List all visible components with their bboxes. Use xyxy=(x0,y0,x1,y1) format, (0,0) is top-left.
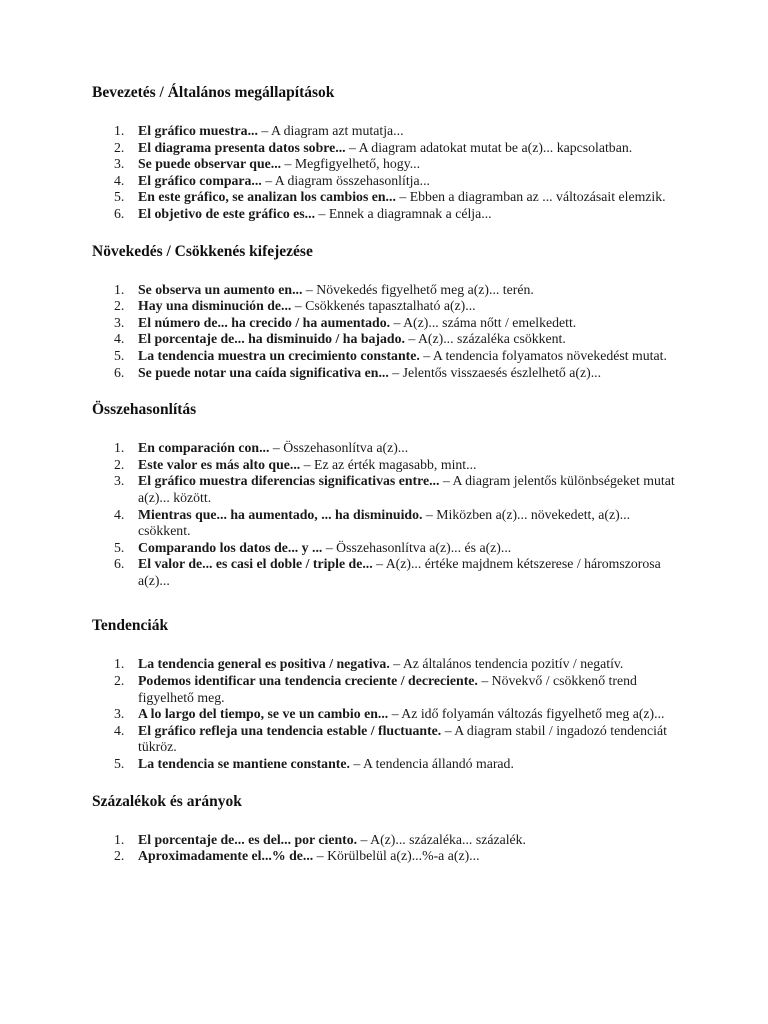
spanish-phrase: Mientras que... ha aumentado, ... ha disminuido. xyxy=(138,506,423,522)
spanish-phrase: Hay una disminución de... xyxy=(138,298,292,314)
item-number: 4. xyxy=(114,172,125,188)
spanish-phrase: El porcentaje de... ha disminuido / ha bajado. xyxy=(138,331,405,347)
hungarian-translation: – A diagram stabil / ingadozó tendenciát tükröz. xyxy=(138,722,667,755)
item-number: 4. xyxy=(114,722,125,738)
list-item xyxy=(92,723,682,756)
phrase-list xyxy=(92,832,682,865)
spanish-phrase: El gráfico muestra... xyxy=(138,123,258,138)
item-number: 5. xyxy=(114,347,125,363)
hungarian-translation: – Ez az érték magasabb, mint... xyxy=(300,456,477,472)
list-item xyxy=(92,673,682,706)
hungarian-translation: – Megfigyelhető, hogy... xyxy=(281,156,421,172)
hungarian-translation: – A diagram azt mutatja... xyxy=(257,123,404,138)
hungarian-translation: – Összehasonlítva a(z)... xyxy=(269,440,409,456)
hungarian-translation: – A(z)... értéke majdnem kétszerese / háromszorosa a(z)... xyxy=(138,556,661,588)
hungarian-translation: – A(z)... százaléka csökkent. xyxy=(404,331,566,347)
item-number: 6. xyxy=(114,556,125,572)
item-number: 2. xyxy=(114,673,125,689)
list-item xyxy=(92,507,682,540)
item-number: 4. xyxy=(114,506,125,522)
section-introduction xyxy=(92,84,682,223)
list-item xyxy=(92,315,682,332)
item-number: 3. xyxy=(114,314,125,330)
list-item xyxy=(92,140,682,157)
list-item xyxy=(92,298,682,315)
list-item xyxy=(92,832,682,849)
list-item xyxy=(92,440,682,457)
list-item xyxy=(92,457,682,474)
item-number: 1. xyxy=(114,123,125,138)
list-item xyxy=(92,189,682,206)
hungarian-translation: – Összehasonlítva a(z)... és a(z)... xyxy=(322,539,512,555)
list-item xyxy=(92,556,682,589)
hungarian-translation: – A diagram jelentős különbségeket mutat a(z)... között. xyxy=(138,473,675,505)
section-heading: Bevezetés / Általános megállapítások xyxy=(92,84,335,101)
item-number: 5. xyxy=(114,756,125,772)
spanish-phrase: El gráfico refleja una tendencia estable / fluctuante. xyxy=(138,722,442,738)
list-item xyxy=(92,282,682,299)
item-number: 3. xyxy=(114,156,125,172)
list-item xyxy=(92,848,682,865)
spanish-phrase: Aproximadamente el...% de... xyxy=(138,848,314,864)
item-number: 6. xyxy=(114,364,125,380)
spanish-phrase: El gráfico muestra diferencias significativas entre... xyxy=(138,473,440,489)
item-number: 1. xyxy=(114,281,125,297)
document-page xyxy=(92,84,682,885)
hungarian-translation: – Miközben a(z)... növekedett, a(z)... csökkent. xyxy=(138,506,631,539)
item-number: 2. xyxy=(114,139,125,155)
list-item xyxy=(92,540,682,557)
section-heading: Százalékok és arányok xyxy=(92,792,242,810)
item-number: 2. xyxy=(114,848,125,864)
phrase-list xyxy=(92,656,682,772)
section-trends xyxy=(92,617,682,772)
section-heading: Tendenciák xyxy=(92,617,169,635)
item-number: 5. xyxy=(114,539,125,555)
item-number: 4. xyxy=(114,331,125,347)
hungarian-translation: – Csökkenés tapasztalható a(z)... xyxy=(291,298,476,314)
hungarian-translation: – A tendencia folyamatos növekedést mutat. xyxy=(419,347,667,363)
spanish-phrase: Se puede observar que... xyxy=(138,156,282,172)
hungarian-translation: – Körülbelül a(z)...%-a a(z)... xyxy=(313,848,480,864)
list-item xyxy=(92,473,682,506)
list-item xyxy=(92,365,682,382)
spanish-phrase: Se observa un aumento en... xyxy=(138,281,303,297)
list-item xyxy=(92,348,682,365)
list-item xyxy=(92,756,682,773)
spanish-phrase: La tendencia general es positiva / negativa. xyxy=(138,656,390,672)
section-percentages xyxy=(92,793,682,865)
list-item xyxy=(92,156,682,173)
spanish-phrase: El diagrama presenta datos sobre... xyxy=(138,139,346,155)
item-number: 1. xyxy=(114,440,125,456)
spanish-phrase: En comparación con... xyxy=(138,440,270,456)
item-number: 2. xyxy=(114,456,125,472)
spanish-phrase: A lo largo del tiempo, se ve un cambio en... xyxy=(138,706,389,722)
spanish-phrase: La tendencia se mantiene constante. xyxy=(138,756,350,772)
item-number: 1. xyxy=(114,831,125,847)
spanish-phrase: El gráfico compara... xyxy=(138,172,262,188)
phrase-list xyxy=(92,123,682,223)
phrase-list xyxy=(92,282,682,382)
hungarian-translation: – A tendencia állandó marad. xyxy=(349,756,514,772)
hungarian-translation: – Növekvő / csökkenő trend figyelhető meg. xyxy=(138,673,637,705)
section-heading: Összehasonlítás xyxy=(92,401,197,419)
hungarian-translation: – Növekedés figyelhető meg a(z)... terén. xyxy=(302,281,534,297)
list-item xyxy=(92,656,682,673)
hungarian-translation: – Ebben a diagramban az ... változásait elemzik. xyxy=(395,189,666,205)
item-number: 6. xyxy=(114,205,125,221)
hungarian-translation: – A diagram adatokat mutat be a(z)... kapcsolatban. xyxy=(345,139,633,155)
hungarian-translation: – Ennek a diagramnak a célja... xyxy=(315,205,492,221)
spanish-phrase: Comparando los datos de... y ... xyxy=(138,539,323,555)
spanish-phrase: En este gráfico, se analizan los cambios en... xyxy=(138,189,396,205)
hungarian-translation: – A(z)... százaléka... százalék. xyxy=(357,831,526,847)
spanish-phrase: El objetivo de este gráfico es... xyxy=(138,205,316,221)
item-number: 1. xyxy=(114,656,125,672)
spanish-phrase: El porcentaje de... es del... por ciento. xyxy=(138,831,358,847)
item-number: 3. xyxy=(114,706,125,722)
list-item xyxy=(92,173,682,190)
hungarian-translation: – Az általános tendencia pozitív / negatív. xyxy=(389,656,624,672)
spanish-phrase: Se puede notar una caída significativa en... xyxy=(138,364,389,380)
spanish-phrase: Este valor es más alto que... xyxy=(138,456,301,472)
list-item xyxy=(92,706,682,723)
list-item xyxy=(92,206,682,223)
list-item xyxy=(92,331,682,348)
section-comparison xyxy=(92,401,682,589)
item-number: 2. xyxy=(114,298,125,314)
hungarian-translation: – Jelentős visszaesés észlelhető a(z)... xyxy=(388,364,602,380)
item-number: 3. xyxy=(114,473,125,489)
spanish-phrase: El valor de... es casi el doble / triple de... xyxy=(138,556,373,572)
hungarian-translation: – A diagram összehasonlítja... xyxy=(261,172,430,188)
hungarian-translation: – Az idő folyamán változás figyelhető meg a(z)... xyxy=(388,706,665,722)
section-increase-decrease xyxy=(92,243,682,382)
list-item xyxy=(92,123,682,140)
spanish-phrase: La tendencia muestra un crecimiento constante. xyxy=(138,347,420,363)
spanish-phrase: Podemos identificar una tendencia creciente / decreciente. xyxy=(138,673,478,689)
phrase-list xyxy=(92,440,682,589)
hungarian-translation: – A(z)... száma nőtt / emelkedett. xyxy=(390,314,577,330)
section-heading: Növekedés / Csökkenés kifejezése xyxy=(92,242,313,260)
item-number: 5. xyxy=(114,189,125,205)
spanish-phrase: El número de... ha crecido / ha aumentado. xyxy=(138,314,391,330)
